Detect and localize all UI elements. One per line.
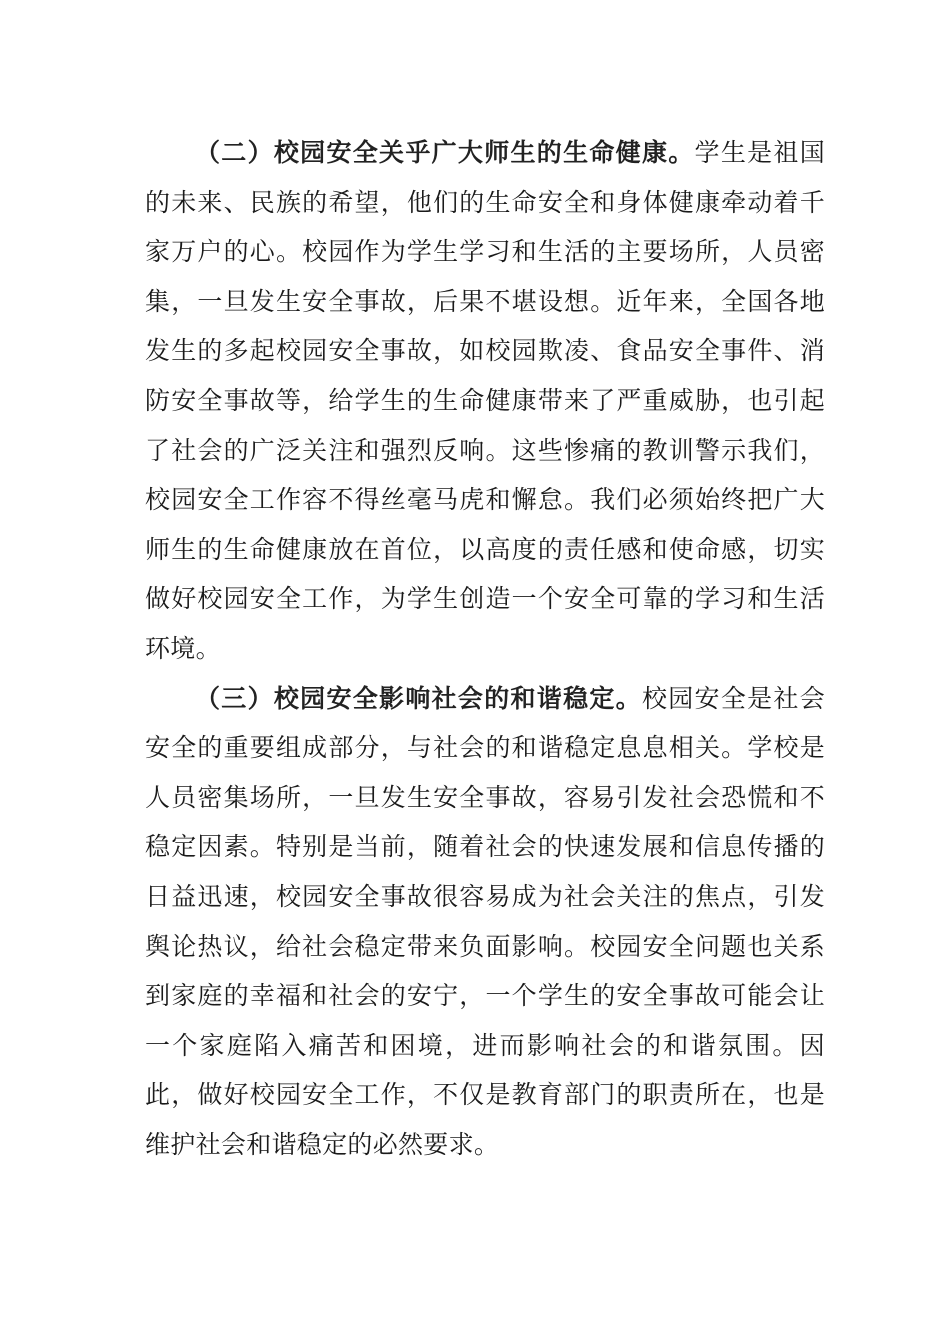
paragraph-heading: （二）校园安全关乎广大师生的生命健康。: [195, 138, 695, 167]
paragraph-campus-safety-social-stability: [145, 674, 825, 1170]
paragraph-body: 学生是祖国的未来、民族的希望，他们的生命安全和身体健康牵动着千家万户的心。校园作为学生学习和生活的主要场所，人员密集，一旦发生安全事故，后果不堪设想。近年来，全国各地发生的多起校园安全事故，如校园欺凌、食品安全事件、消防安全事故等，给学生的生命健康带来了严重威胁，也引起了社会的广泛关注和强烈反响。这些惨痛的教训警示我们，校园安全工作容不得丝毫马虎和懈怠。我们必须始终把广大师生的生命健康放在首位，以高度的责任感和使命感，切实做好校园安全工作，为学生创造一个安全可靠的学习和生活环境。: [145, 138, 825, 663]
paragraph-campus-safety-health: [145, 128, 825, 674]
document-page: [145, 128, 825, 1169]
paragraph-heading: （三）校园安全影响社会的和谐稳定。: [195, 683, 642, 713]
paragraph-body: 校园安全是社会安全的重要组成部分，与社会的和谐稳定息息相关。学校是人员密集场所，一旦发生安全事故，容易引发社会恐慌和不稳定因素。特别是当前，随着社会的快速发展和信息传播的日益迅速，校园安全事故很容易成为社会关注的焦点，引发舆论热议，给社会稳定带来负面影响。校园安全问题也关系到家庭的幸福和社会的安宁，一个学生的安全事故可能会让一个家庭陷入痛苦和困境，进而影响社会的和谐氛围。因此，做好校园安全工作，不仅是教育部门的职责所在，也是维护社会和谐稳定的必然要求。: [145, 683, 825, 1159]
